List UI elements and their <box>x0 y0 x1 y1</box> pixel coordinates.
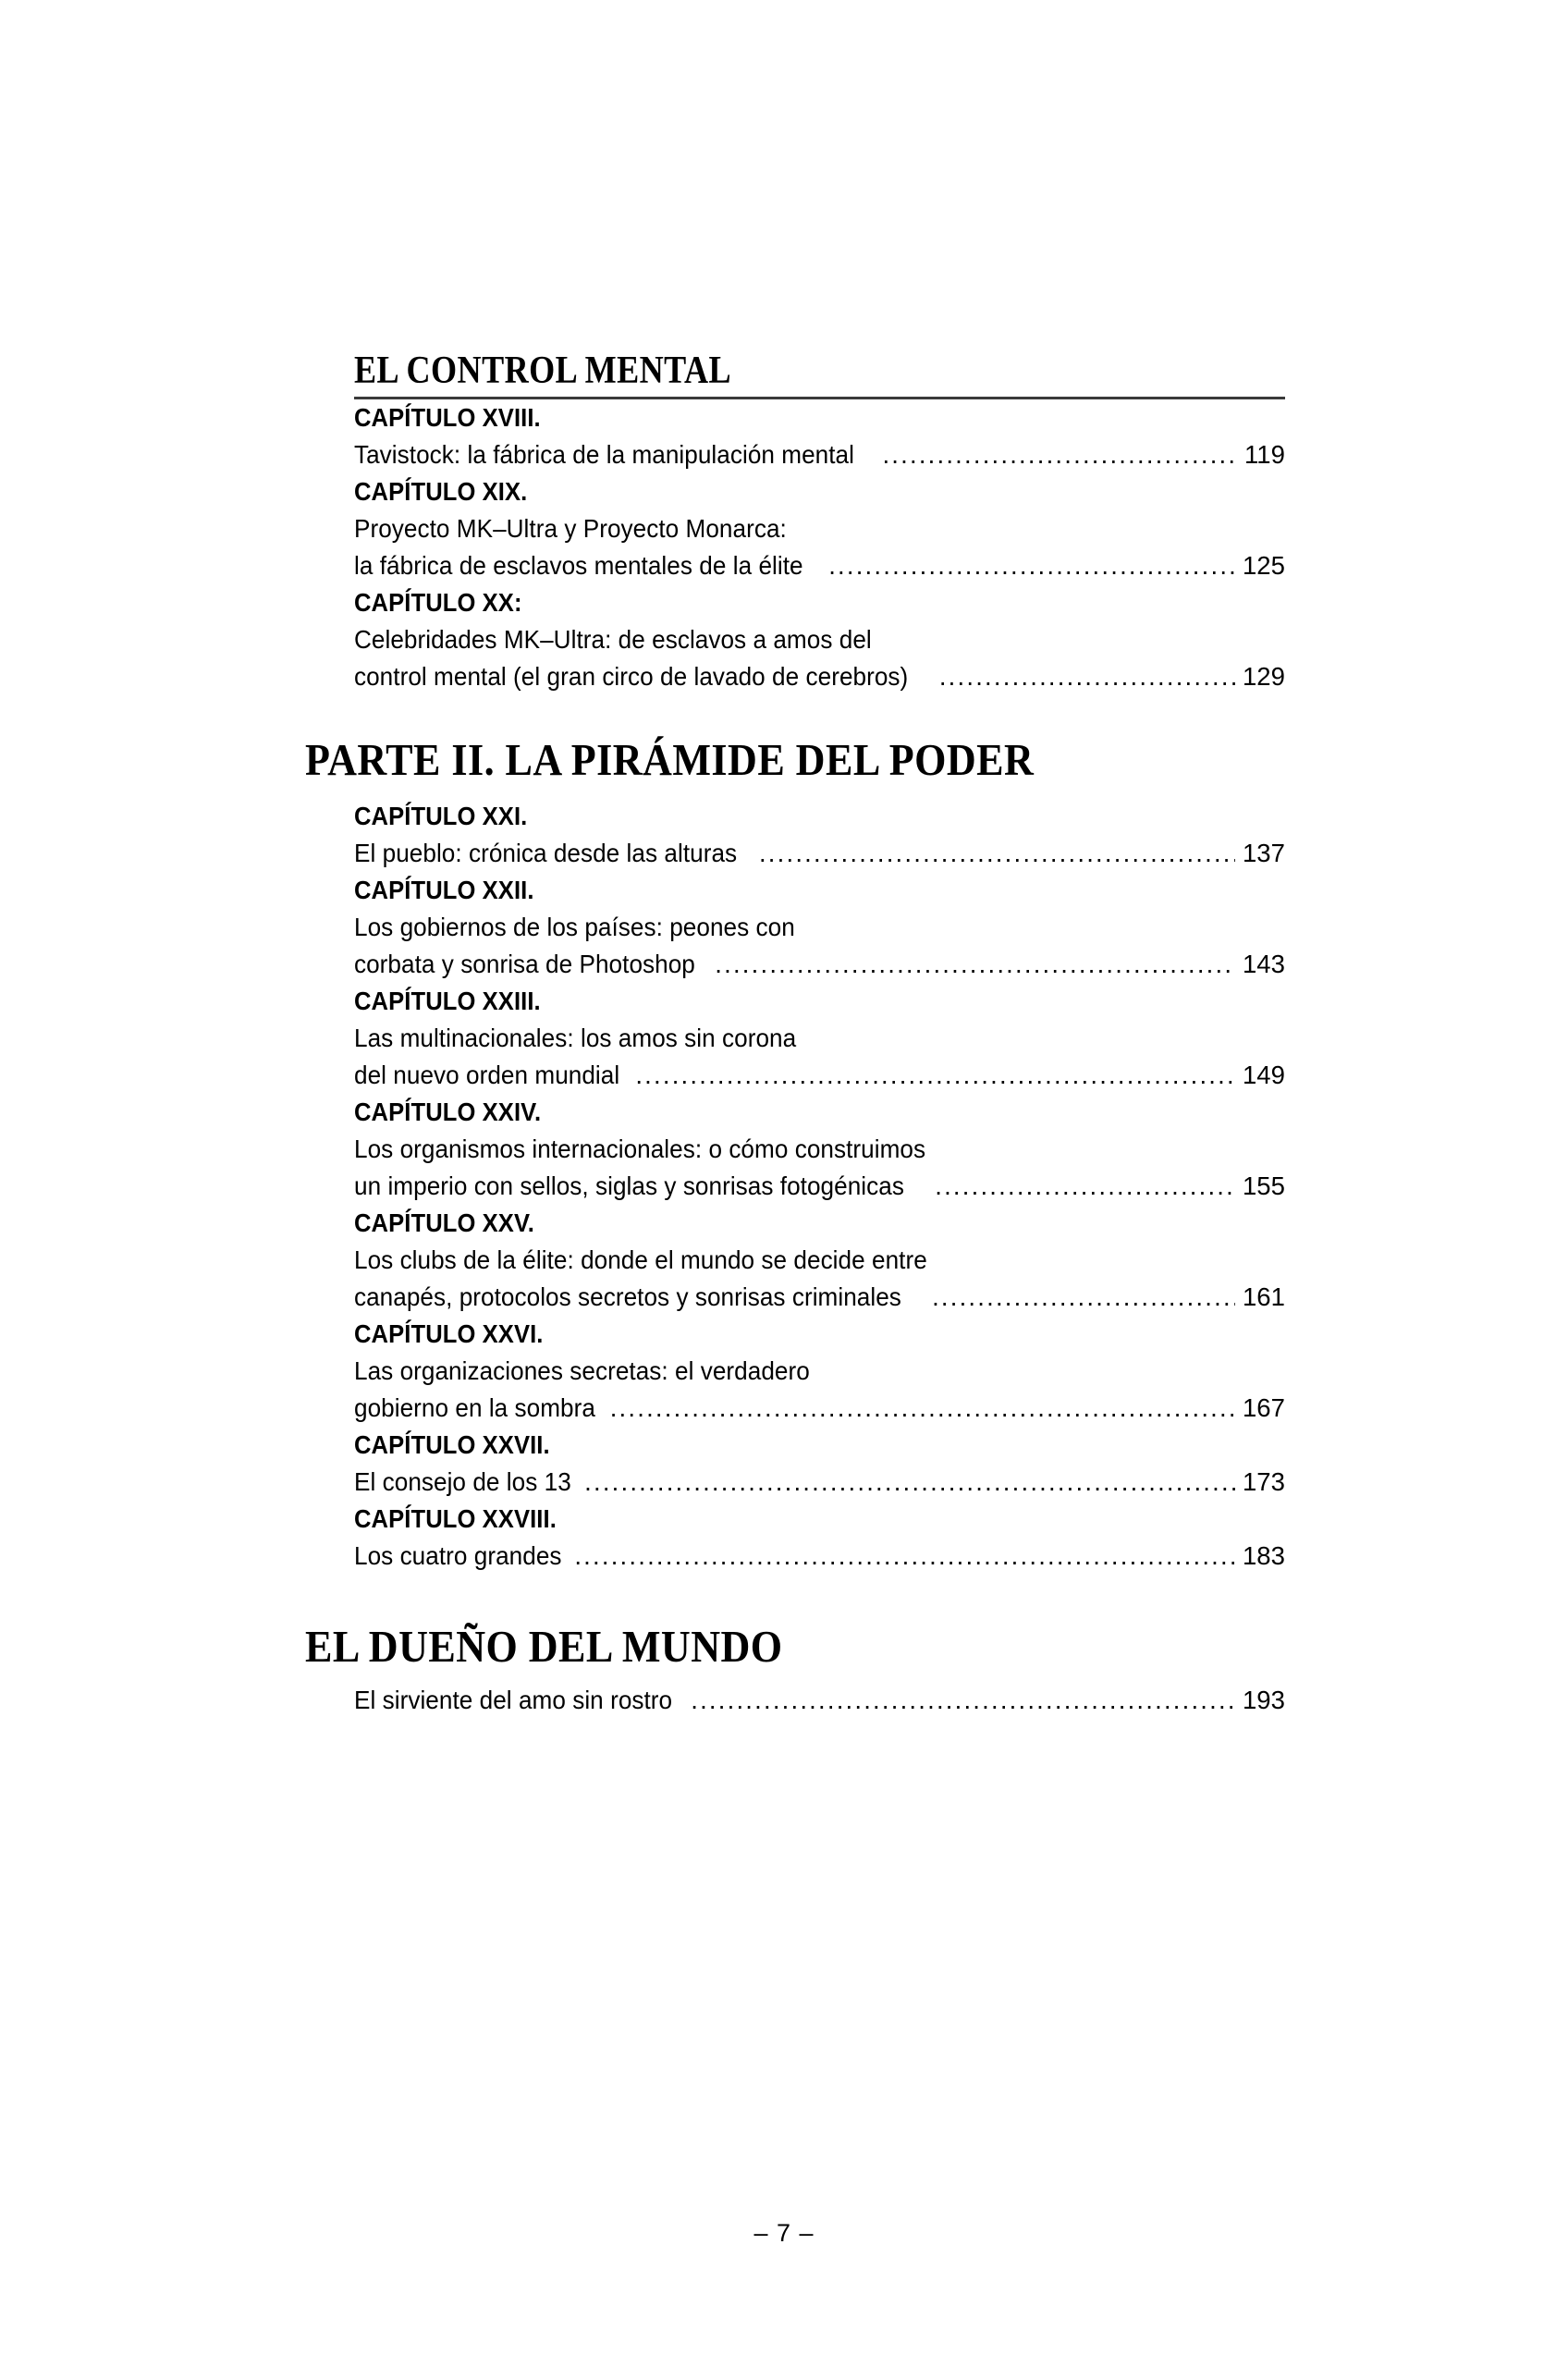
chapter-label: CAPÍTULO XXIII. <box>354 987 541 1016</box>
entry-title: gobierno en la sombra <box>354 1393 595 1423</box>
toc-entry[interactable] <box>354 1501 1285 1575</box>
dot-leader <box>574 1538 1235 1575</box>
entry-title: Celebridades MK–Ultra: de esclavos a amos del <box>354 624 872 654</box>
entry-title-line <box>354 1131 1285 1168</box>
section-parte-ii <box>305 733 1285 1575</box>
entry-title: El sirviente del amo sin rostro <box>354 1685 673 1714</box>
toc-entry[interactable] <box>354 798 1285 872</box>
section-el-control-mental <box>305 351 1285 695</box>
entry-title: Las organizaciones secretas: el verdadero <box>354 1356 810 1386</box>
toc-entry[interactable] <box>354 1205 1285 1316</box>
entry-title: El pueblo: crónica desde las alturas <box>354 839 738 868</box>
toc-entry[interactable] <box>354 983 1285 1094</box>
section-heading: EL DUEÑO DEL MUNDO <box>305 1621 783 1673</box>
entry-title-line <box>354 1020 1285 1057</box>
dot-leader <box>691 1682 1235 1719</box>
dot-leader <box>584 1464 1235 1501</box>
page-number: 173 <box>1242 1467 1285 1497</box>
entry-title: canapés, protocolos secretos y sonrisas criminales <box>354 1282 901 1312</box>
entry-title-line[interactable] <box>354 1279 1285 1316</box>
entry-title: El consejo de los 13 <box>354 1467 571 1497</box>
dot-leader <box>932 1279 1235 1316</box>
chapter-label: CAPÍTULO XXII. <box>354 876 534 905</box>
page-number: 137 <box>1242 839 1285 868</box>
chapter-label: CAPÍTULO XXIV. <box>354 1098 542 1127</box>
entry-title: Proyecto MK–Ultra y Proyecto Monarca: <box>354 513 787 543</box>
section-heading: EL CONTROL MENTAL <box>354 350 732 392</box>
page-number: 143 <box>1242 950 1285 979</box>
page-footer: – 7 – <box>753 2219 815 2247</box>
entry-title-line[interactable] <box>354 658 1285 695</box>
toc-entry[interactable] <box>354 1316 1285 1427</box>
entry-title-line[interactable] <box>354 547 1285 584</box>
page-number: 125 <box>1242 550 1285 580</box>
toc-content <box>305 351 1285 1719</box>
toc-entry-list <box>354 399 1285 695</box>
spacer <box>305 783 1285 798</box>
entry-title-line[interactable] <box>354 436 1285 473</box>
page-number: 161 <box>1242 1282 1285 1312</box>
entry-title-line <box>354 1242 1285 1279</box>
dot-leader <box>715 946 1235 983</box>
entry-title-line <box>354 909 1285 946</box>
chapter-label: CAPÍTULO XIX. <box>354 476 528 506</box>
chapter-label: CAPÍTULO XXVIII. <box>354 1504 557 1534</box>
dot-leader <box>882 436 1237 473</box>
toc-entry[interactable] <box>354 1427 1285 1501</box>
entry-title-line[interactable] <box>354 835 1285 872</box>
chapter-label: CAPÍTULO XXI. <box>354 802 528 831</box>
dot-leader <box>759 835 1235 872</box>
entry-title: Los gobiernos de los países: peones con <box>354 913 795 942</box>
entry-title: Los organismos internacionales: o cómo construimos <box>354 1134 926 1164</box>
entry-title-line <box>354 510 1285 547</box>
dot-leader <box>610 1390 1235 1427</box>
entry-title: la fábrica de esclavos mentales de la élite <box>354 550 803 580</box>
entry-title-line[interactable] <box>354 946 1285 983</box>
chapter-label: CAPÍTULO XX: <box>354 587 522 617</box>
part-heading: PARTE II. LA PIRÁMIDE DEL PODER <box>305 733 1035 785</box>
spacer <box>305 695 1285 736</box>
chapter-label: CAPÍTULO XVIII. <box>354 402 541 432</box>
entry-title-line[interactable] <box>354 1390 1285 1427</box>
entry-title-line <box>354 621 1285 658</box>
chapter-label: CAPÍTULO XXVI. <box>354 1319 544 1349</box>
page-number: 129 <box>1242 661 1285 691</box>
entry-title-line[interactable] <box>354 1168 1285 1205</box>
entry-title-line <box>354 1353 1285 1390</box>
spacer <box>305 1575 1285 1623</box>
chapter-label: CAPÍTULO XXVII. <box>354 1430 550 1460</box>
toc-entry-list <box>354 1682 1285 1719</box>
spacer <box>305 1671 1285 1682</box>
entry-title: corbata y sonrisa de Photoshop <box>354 950 695 979</box>
page-number: 193 <box>1242 1685 1285 1714</box>
entry-title: Los clubs de la élite: donde el mundo se decide entre <box>354 1245 927 1275</box>
toc-entry[interactable] <box>354 473 1285 584</box>
entry-title-line[interactable] <box>354 1682 1285 1719</box>
entry-title: Los cuatro grandes <box>354 1541 562 1571</box>
entry-title: Tavistock: la fábrica de la manipulación mental <box>354 439 854 469</box>
toc-entry[interactable] <box>354 1682 1285 1719</box>
page-number: 183 <box>1242 1541 1285 1571</box>
section-el-dueno-del-mundo <box>305 1623 1285 1718</box>
toc-entry[interactable] <box>354 1094 1285 1205</box>
entry-title-line[interactable] <box>354 1057 1285 1094</box>
page-number: 119 <box>1244 439 1285 469</box>
entry-title-line[interactable] <box>354 1464 1285 1501</box>
dot-leader <box>828 547 1235 584</box>
dot-leader <box>939 658 1235 695</box>
chapter-label: CAPÍTULO XXV. <box>354 1208 534 1238</box>
page-number: 155 <box>1242 1171 1285 1201</box>
dot-leader <box>935 1168 1235 1205</box>
entry-title: un imperio con sellos, siglas y sonrisas fotogénicas <box>354 1171 904 1201</box>
entry-title-line[interactable] <box>354 1538 1285 1575</box>
toc-entry-list <box>354 798 1285 1575</box>
dot-leader <box>635 1057 1235 1094</box>
toc-entry[interactable] <box>354 399 1285 473</box>
page-number: 167 <box>1242 1393 1285 1423</box>
page-number: 149 <box>1242 1061 1285 1090</box>
toc-entry[interactable] <box>354 584 1285 695</box>
entry-title: control mental (el gran circo de lavado de cerebros) <box>354 661 909 691</box>
entry-title: del nuevo orden mundial <box>354 1061 620 1090</box>
entry-title: Las multinacionales: los amos sin corona <box>354 1024 797 1053</box>
toc-entry[interactable] <box>354 872 1285 983</box>
